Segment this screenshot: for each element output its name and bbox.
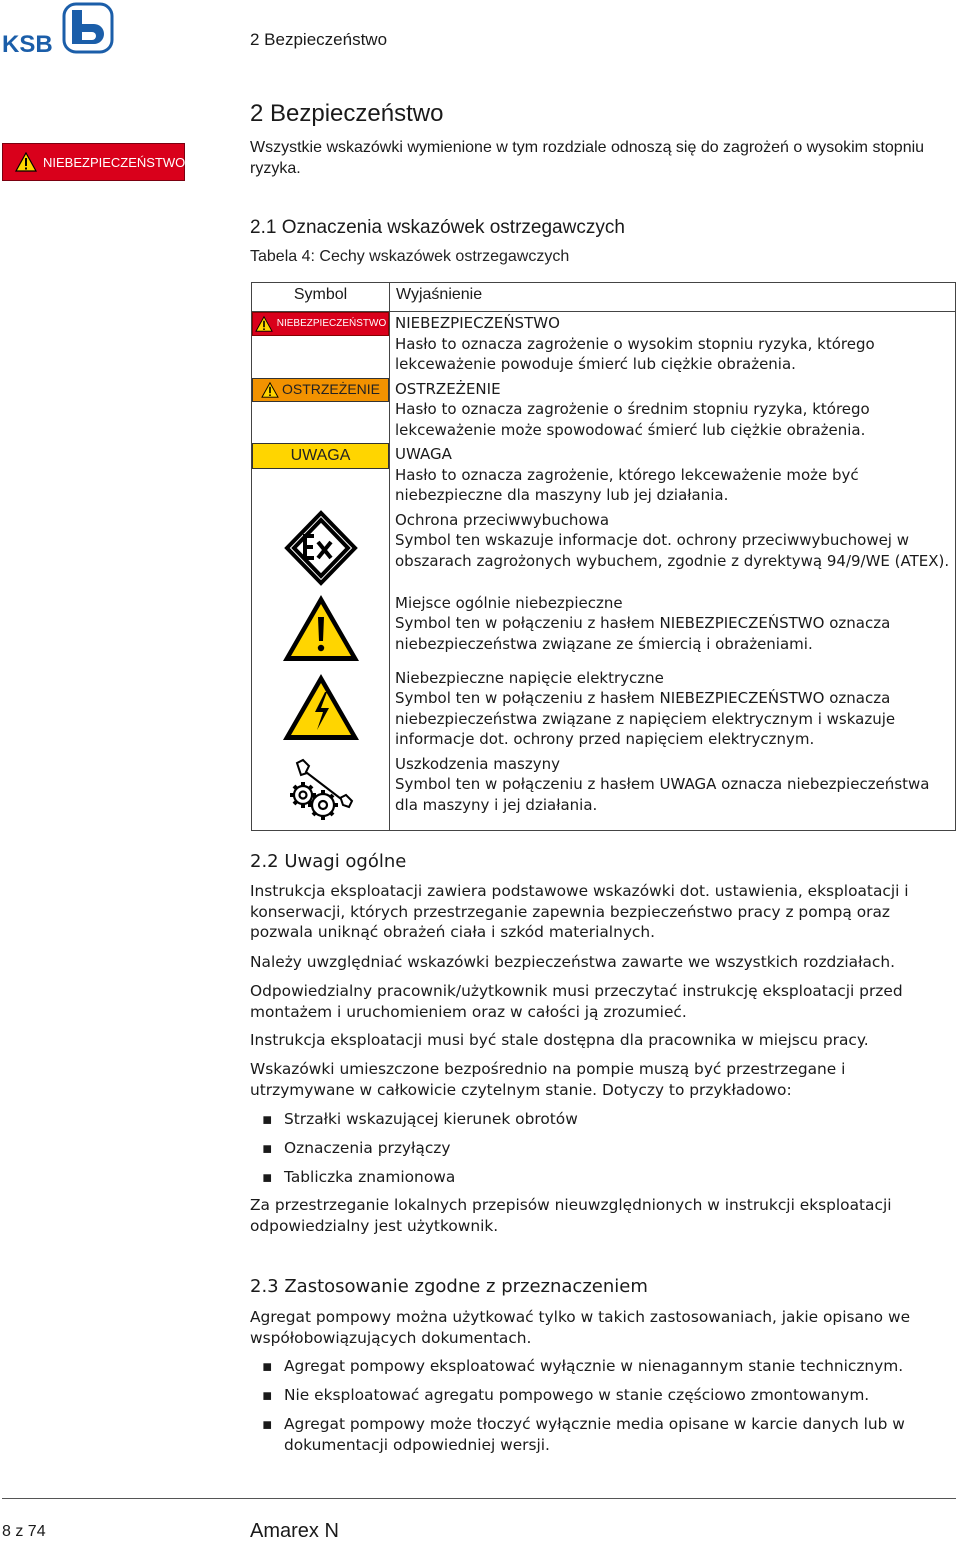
footer-divider [2,1498,956,1499]
explanation-cell [390,312,956,378]
paragraph: Za przestrzeganie lokalnych przepisów nieuwzględnionych w instrukcji eksploatacji odpowiedzialny jest użytkownik. [250,1196,892,1235]
danger-signal-text: NIEBEZPIECZEŃSTWO [43,154,186,170]
row-body: Symbol ten w połączeniu z hasłem NIEBEZPIECZEŃSTWO oznacza niebezpieczeństwa związane ze śmiercią i obrażeniami. [395,614,891,653]
logo-wordmark: KSB [2,31,53,54]
machine-damage-icon [285,757,357,823]
list-item-text: Strzałki wskazującej kierunek obrotów [284,1110,578,1128]
row-body: Hasło to oznacza zagrożenie, którego lekceważenie może być niebezpieczne dla maszyny lub jej działania. [395,465,859,504]
explanation-cell [390,667,956,753]
symbol-cell [252,753,390,831]
row-body: Hasło to oznacza zagrożenie o średnim stopniu ryzyka, którego lekceważenie może spowodować śmierć lub ciężkie obrażenia. [395,400,870,439]
list-item-text: Nie eksploatować agregatu pompowego w stanie częściowo zmontowanym. [284,1386,870,1404]
bullet-glyph: ▪ [262,1415,273,1433]
paragraph: Wskazówki umieszczone bezpośrednio na pompie muszą być przestrzegane i utrzymywane w całkowicie czytelnym stanie. Dotyczy to przykładowo: [250,1060,846,1099]
row-heading: Miejsce ogólnie niebezpieczne [395,593,623,612]
paragraph: Agregat pompowy można użytkować tylko w takich zastosowaniach, jakie opisano we współobowiązujących dokumentach. [250,1308,911,1347]
explanation-cell [390,753,956,831]
danger-signal-label [2,143,185,181]
symbol-text: OSTRZEŻENIE [281,381,380,398]
table-row [252,443,956,509]
warning-triangle-icon [15,152,37,172]
list-item-text: Agregat pompowy eksploatować wyłącznie w nienagannym stanie technicznym. [284,1357,904,1375]
row-body: Hasło to oznacza zagrożenie o wysokim stopniu ryzyka, którego lekceważenie powoduje śmierć lub ciężkie obrażenia. [395,334,875,373]
general-danger-icon [281,593,361,663]
list-item-text: Tabliczka znamionowa [284,1168,456,1186]
product-name: Amarex N [250,1520,339,1542]
table-caption: Tabela 4: Cechy wskazówek ostrzegawczych [250,248,570,265]
col-header-explanation: Wyjaśnienie [390,283,956,312]
explanation-cell [390,509,956,592]
row-body: Symbol ten wskazuje informacje dot. ochrony przeciwwybuchowej w obszarach zagrożonych wybuchem, zgodnie z dyrektywą 94/9/WE (ATEX). [395,531,950,570]
table-row [252,753,956,831]
paragraph: Odpowiedzialny pracownik/użytkownik musi przeczytać instrukcję eksploatacji przed montażem i uruchomieniem oraz w całości ją zrozumieć. [250,982,903,1021]
explanation-cell [390,443,956,509]
bullet-glyph: ▪ [262,1110,273,1128]
table-row [252,667,956,753]
row-body: Symbol ten w połączeniu z hasłem NIEBEZPIECZEŃSTWO oznacza niebezpieczeństwa związane z napięciem elektrycznym i wskazuje informacje dot. ochrony przed napięciem elektrycznym. [395,689,896,748]
bullet-glyph: ▪ [262,1386,273,1404]
running-header: 2 Bezpieczeństwo [250,30,388,49]
bullet-glyph: ▪ [262,1168,273,1186]
table-row [252,509,956,592]
row-heading: NIEBEZPIECZEŃSTWO [395,314,560,332]
table-header-row [252,283,956,312]
row-heading: Uszkodzenia maszyny [395,754,561,773]
row-body: Symbol ten w połączeniu z hasłem UWAGA oznacza niebezpieczeństwa dla maszyny i jej działania. [395,775,930,814]
table-row [252,312,956,378]
warning-symbol-label [252,378,389,402]
page-number: 8 z 74 [2,1523,46,1540]
paragraph: Należy uwzględniać wskazówki bezpieczeństwa zawarte we wszystkich rozdziałach. [250,953,895,971]
row-heading: UWAGA [395,445,452,463]
section-intro: Wszystkie wskazówki wymienione w tym rozdziale odnoszą się do zagrożeń o wysokim stopniu ryzyka. [250,139,925,177]
subsection-title-2-1: 2.1 Oznaczenia wskazówek ostrzegawczych [250,217,625,238]
table-row [252,592,956,667]
subsection-title-2-2: 2.2 Uwagi ogólne [250,851,407,872]
ksb-logo [2,2,114,54]
section-title: 2 Bezpieczeństwo [250,100,444,127]
row-heading: Niebezpieczne napięcie elektryczne [395,668,664,687]
bullet-glyph: ▪ [262,1139,273,1157]
explanation-cell [390,592,956,667]
bullet-glyph: ▪ [262,1357,273,1375]
electric-voltage-icon [281,672,361,742]
paragraph: Instrukcja eksploatacji zawiera podstawowe wskazówki dot. ustawienia, eksploatacji i konserwacji, których przestrzeganie zapewnia bezpieczeństwo pracy z pompą oraz pozwala uniknąć obrażeń ciała i szkód materialnych. [250,882,909,941]
signal-words-table [251,282,956,831]
symbol-cell [252,443,390,509]
subsection-title-2-3: 2.3 Zastosowanie zgodne z przeznaczeniem [250,1276,648,1297]
symbol-text: NIEBEZPIECZEŃSTWO [276,317,387,329]
warning-triangle-icon [255,316,273,332]
row-heading: Ochrona przeciwwybuchowa [395,510,610,529]
table-row [252,378,956,444]
list-item-text: Oznaczenia przyłączy [284,1139,451,1157]
row-heading: OSTRZEŻENIE [395,379,501,398]
symbol-cell [252,592,390,667]
col-header-symbol: Symbol [252,283,390,312]
symbol-cell [252,509,390,592]
paragraph: Instrukcja eksploatacji musi być stale dostępna dla pracownika w miejscu pracy. [250,1031,869,1049]
symbol-cell [252,378,390,444]
warning-triangle-icon [261,382,279,398]
symbol-cell [252,312,390,378]
caution-symbol-label: UWAGA [252,443,389,469]
explanation-cell [390,378,956,444]
ex-explosion-protection-icon [283,510,359,586]
list-item-text: Agregat pompowy może tłoczyć wyłącznie media opisane w karcie danych lub w dokumentacji odpowiedniej wersji. [284,1415,905,1454]
danger-symbol-label [252,312,389,336]
symbol-cell [252,667,390,753]
